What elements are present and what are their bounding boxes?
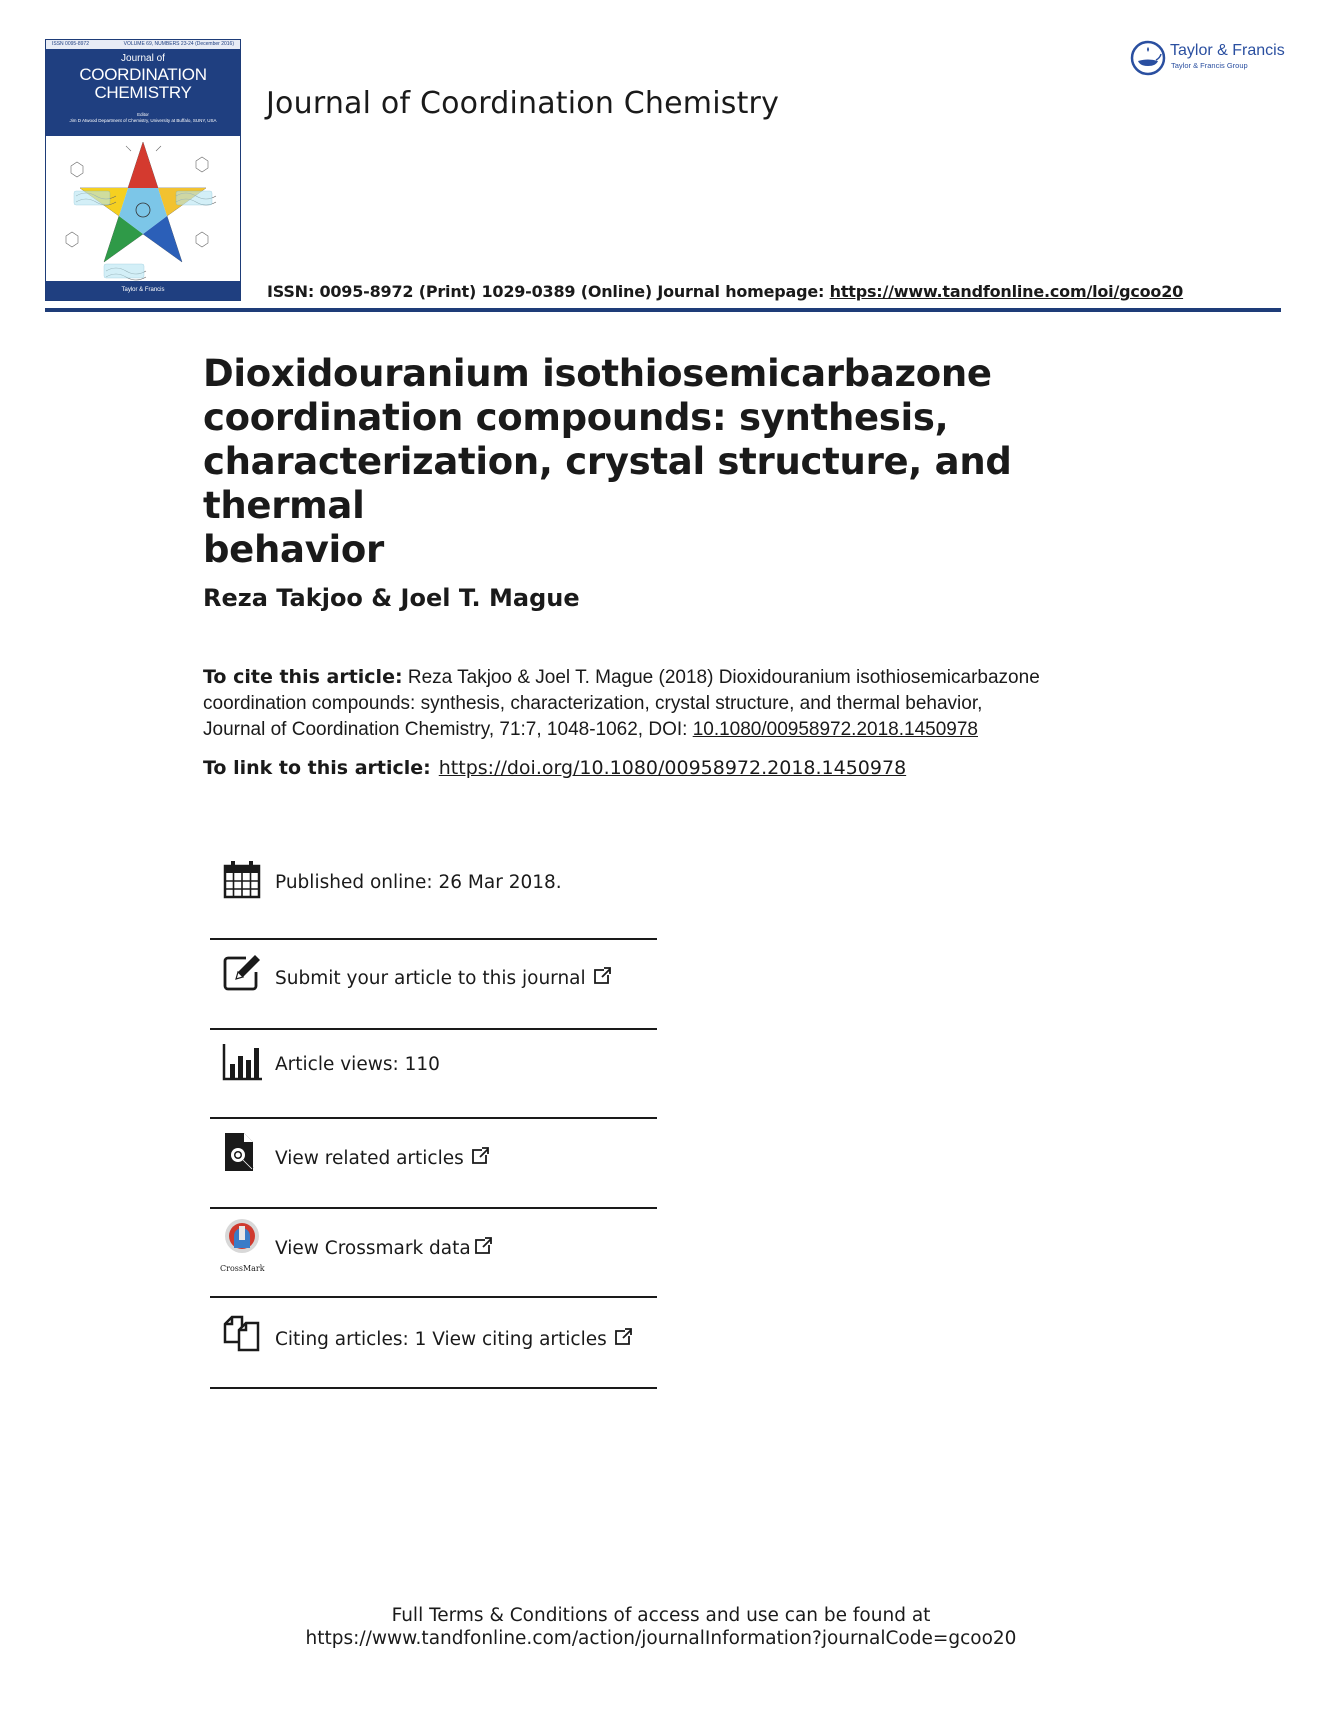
journal-title: Journal of Coordination Chemistry xyxy=(266,86,780,121)
article-title-line: coordination compounds: synthesis, xyxy=(203,396,949,439)
citation-doi-link[interactable]: 10.1080/00958972.2018.1450978 xyxy=(692,719,978,740)
article-link-line xyxy=(203,757,906,779)
cover-editor xyxy=(46,112,240,124)
article-link-label: To link to this article: xyxy=(203,757,431,779)
citing-articles-text: Citing articles: 1 View citing articles xyxy=(275,1329,607,1350)
issn-text: ISSN: 0095-8972 (Print) 1029-0389 (Online) Journal homepage: xyxy=(267,282,830,301)
citation-label: To cite this article: xyxy=(203,666,403,688)
divider xyxy=(210,1117,657,1119)
cover-editor-label: Editor xyxy=(137,112,149,117)
footer-terms-link[interactable]: https://www.tandfonline.com/action/journalInformation?journalCode=gcoo20 xyxy=(305,1628,1017,1649)
cover-info-strip xyxy=(46,40,240,49)
published-online-row xyxy=(210,860,657,950)
related-articles-text: View related articles xyxy=(275,1148,464,1169)
crossmark-row[interactable] xyxy=(210,1222,657,1312)
calendar-icon xyxy=(222,860,262,900)
related-articles-link[interactable] xyxy=(275,1146,490,1169)
article-authors: Reza Takjoo & Joel T. Mague xyxy=(203,584,580,612)
divider xyxy=(210,938,657,940)
external-link-icon xyxy=(470,1146,490,1166)
cover-journal-name xyxy=(46,66,240,102)
crossmark-icon xyxy=(222,1218,262,1264)
article-title xyxy=(203,352,1103,572)
taylor-francis-logo[interactable] xyxy=(1130,40,1286,76)
citation-line: coordination compounds: synthesis, characterization, crystal structure, and thermal behavior, xyxy=(203,693,983,714)
cover-volume: VOLUME 69, NUMBERS 23-24 (December 2016) xyxy=(123,41,234,47)
citation-line: Reza Takjoo & Joel T. Mague (2018) Dioxidouranium isothiosemicarbazone xyxy=(402,667,1040,688)
published-online-text: Published online: 26 Mar 2018. xyxy=(275,872,562,893)
external-link-icon xyxy=(592,966,612,986)
journal-homepage-link[interactable]: https://www.tandfonline.com/loi/gcoo20 xyxy=(829,282,1184,301)
cover-publisher-bar: Taylor & Francis xyxy=(46,281,240,300)
cover-header xyxy=(46,40,240,136)
cover-name-line2: CHEMISTRY xyxy=(94,83,192,102)
crossmark-link[interactable] xyxy=(275,1236,493,1259)
citation-block xyxy=(203,664,1133,743)
journal-cover xyxy=(45,39,241,301)
bar-chart-icon xyxy=(222,1042,262,1082)
terms-footer xyxy=(0,1604,1322,1650)
cover-journal-of: Journal of xyxy=(121,53,165,64)
footer-line: Full Terms & Conditions of access and use can be found at xyxy=(391,1605,931,1626)
external-link-icon xyxy=(613,1327,633,1347)
submit-article-text: Submit your article to this journal xyxy=(275,968,586,989)
article-doi-url[interactable]: https://doi.org/10.1080/00958972.2018.1450978 xyxy=(438,757,907,779)
copy-documents-icon xyxy=(222,1312,262,1352)
cover-star-illustration xyxy=(46,136,240,281)
divider xyxy=(210,1296,657,1298)
citation-line: Journal of Coordination Chemistry, 71:7, 1048-1062, DOI: xyxy=(203,719,693,740)
article-title-line: behavior xyxy=(203,528,384,571)
external-link-icon xyxy=(473,1236,493,1256)
crossmark-text: View Crossmark data xyxy=(275,1238,471,1259)
cover-editor-name: Jim D Atwood Department of Chemistry, University at Buffalo, SUNY, USA xyxy=(69,118,217,123)
submit-article-link[interactable] xyxy=(275,966,612,989)
header-rule xyxy=(45,308,1281,312)
article-title-line: Dioxidouranium isothiosemicarbazone xyxy=(203,352,992,395)
divider xyxy=(210,1387,657,1389)
search-document-icon xyxy=(222,1132,262,1172)
divider xyxy=(210,1028,657,1030)
article-views-text: Article views: 110 xyxy=(275,1054,440,1075)
citing-articles-link[interactable] xyxy=(275,1327,633,1350)
taylor-francis-group: Taylor & Francis Group xyxy=(1171,61,1248,70)
cover-issn: ISSN 0095-8972 xyxy=(52,41,89,47)
taylor-francis-name: Taylor & Francis xyxy=(1170,42,1285,59)
crossmark-caption: CrossMark xyxy=(220,1264,265,1273)
edit-icon xyxy=(222,952,262,992)
article-title-line: characterization, crystal structure, and thermal xyxy=(203,440,1012,527)
issn-line xyxy=(267,282,1183,301)
divider xyxy=(210,1207,657,1209)
cover-name-line1: COORDINATION xyxy=(79,65,207,84)
taylor-francis-lamp-icon xyxy=(1130,40,1166,76)
